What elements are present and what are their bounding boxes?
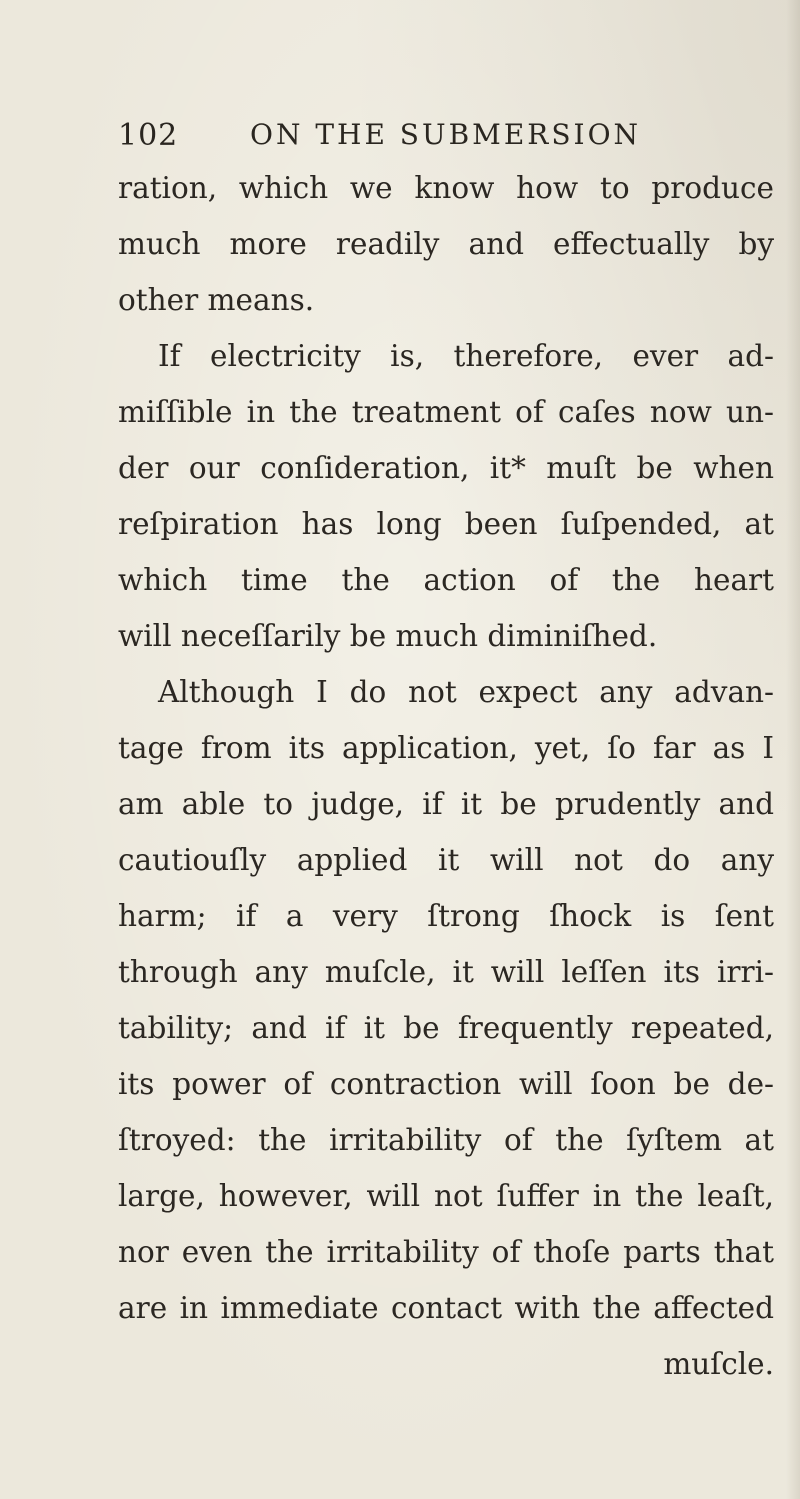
text-line: which time the action of the heart [118, 563, 774, 597]
text-line: through any muſcle, it will leſſen its irri- [118, 955, 774, 989]
text-line: other means. [118, 283, 315, 317]
text-line: cautiouſly applied it will not do any [118, 843, 774, 877]
text-line: large, however, will not ſuffer in the leaſt, [118, 1179, 774, 1213]
text-line: tability; and if it be frequently repeated, [118, 1011, 774, 1045]
page-number: 102 [118, 118, 179, 153]
text-line: am able to judge, if it be prudently and [118, 787, 774, 821]
text-line: reſpiration has long been ſuſpended, at [118, 507, 774, 541]
text-line: are in immediate contact with the affected [118, 1291, 774, 1325]
text-line: der our conſideration, it* muſt be when [118, 451, 774, 485]
text-line: nor even the irritability of thoſe parts that [118, 1235, 774, 1269]
text-line: harm; if a very ſtrong ſhock is ſent [118, 899, 774, 933]
text-line: miſſible in the treatment of caſes now un- [118, 395, 774, 429]
text-line: If electricity is, therefore, ever ad- [158, 339, 774, 373]
text-line: will neceſſarily be much diminiſhed. [118, 619, 658, 653]
text-line: its power of contraction will ſoon be de- [118, 1067, 774, 1101]
text-line: much more readily and effectually by [118, 227, 774, 261]
text-line: ration, which we know how to produce [118, 171, 774, 205]
text-line: tage from its application, yet, ſo far as I [118, 731, 774, 765]
page-edge-shadow [786, 0, 800, 1499]
text-line: ſtroyed: the irritability of the ſyſtem at [118, 1123, 774, 1157]
text-line: Although I do not expect any advan- [158, 675, 774, 709]
running-title: ON THE SUBMERSION [250, 118, 642, 151]
body-text [118, 160, 774, 1392]
text-line: muſcle. [663, 1347, 774, 1381]
